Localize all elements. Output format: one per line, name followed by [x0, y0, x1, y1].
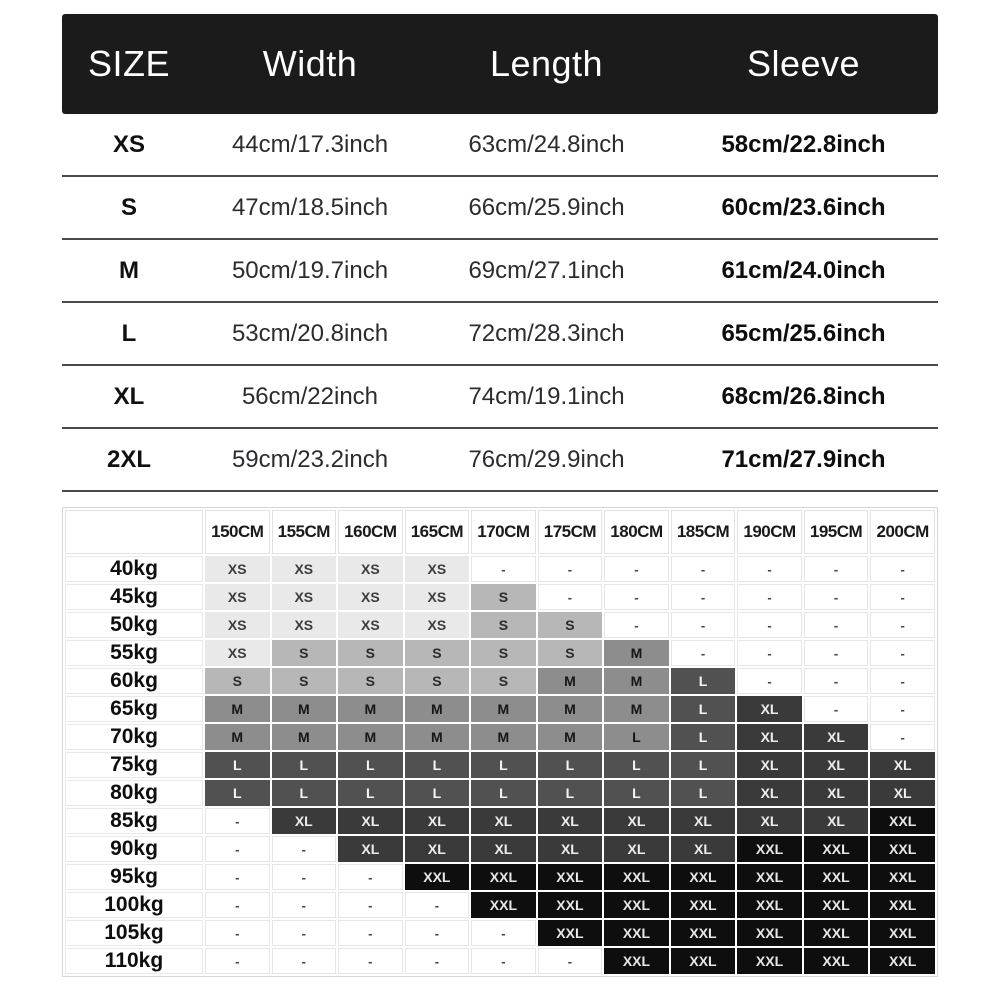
matrix-cell: L: [671, 696, 736, 722]
weight-label: 40kg: [65, 556, 203, 582]
matrix-cell: XL: [804, 780, 869, 806]
matrix-cell: S: [538, 612, 603, 638]
matrix-cell: M: [604, 668, 669, 694]
matrix-cell-empty: -: [737, 668, 802, 694]
matrix-cell: XXL: [471, 864, 536, 890]
matrix-cell-empty: -: [737, 640, 802, 666]
size-cell-size: 2XL: [62, 428, 196, 491]
matrix-cell: XXL: [604, 892, 669, 918]
matrix-cell: XL: [471, 808, 536, 834]
weight-label: 50kg: [65, 612, 203, 638]
matrix-cell: XXL: [870, 948, 935, 974]
matrix-cell: XL: [671, 836, 736, 862]
weight-label: 60kg: [65, 668, 203, 694]
height-header: 180CM: [604, 510, 669, 554]
size-cell-width: 59cm/23.2inch: [196, 428, 424, 491]
matrix-cell: XL: [538, 836, 603, 862]
matrix-cell-empty: -: [604, 556, 669, 582]
matrix-cell: XXL: [604, 864, 669, 890]
matrix-row: [65, 724, 935, 750]
size-cell-sleeve: 71cm/27.9inch: [669, 428, 938, 491]
matrix-cell: M: [205, 724, 270, 750]
matrix-cell-empty: -: [671, 584, 736, 610]
matrix-cell-empty: -: [405, 920, 470, 946]
matrix-cell: S: [338, 640, 403, 666]
matrix-cell: S: [272, 668, 337, 694]
column-header-sleeve: Sleeve: [746, 43, 861, 84]
matrix-cell: L: [538, 780, 603, 806]
matrix-cell: M: [604, 696, 669, 722]
matrix-cell: S: [471, 640, 536, 666]
matrix-cell-empty: -: [870, 668, 935, 694]
matrix-cell-empty: -: [338, 864, 403, 890]
matrix-row: [65, 892, 935, 918]
size-measurement-table: [62, 114, 938, 492]
size-row: [62, 239, 938, 302]
matrix-cell: L: [205, 752, 270, 778]
matrix-cell-empty: -: [405, 948, 470, 974]
matrix-cell: XL: [737, 724, 802, 750]
matrix-cell: L: [338, 780, 403, 806]
matrix-cell: M: [471, 724, 536, 750]
height-header: 160CM: [338, 510, 403, 554]
matrix-row: [65, 948, 935, 974]
matrix-cell: XS: [205, 556, 270, 582]
weight-label: 95kg: [65, 864, 203, 890]
size-cell-width: 56cm/22inch: [196, 365, 424, 428]
height-header: 175CM: [538, 510, 603, 554]
matrix-cell: XXL: [870, 920, 935, 946]
matrix-cell: XXL: [671, 920, 736, 946]
matrix-cell-empty: -: [804, 612, 869, 638]
matrix-cell: M: [538, 696, 603, 722]
matrix-cell: XXL: [471, 892, 536, 918]
matrix-cell: XXL: [804, 864, 869, 890]
matrix-cell: M: [538, 724, 603, 750]
matrix-cell-empty: -: [804, 556, 869, 582]
size-cell-width: 53cm/20.8inch: [196, 302, 424, 365]
matrix-row: [65, 836, 935, 862]
weight-label: 80kg: [65, 780, 203, 806]
size-row: [62, 114, 938, 176]
matrix-cell: L: [471, 780, 536, 806]
matrix-cell-empty: -: [205, 808, 270, 834]
matrix-corner-cell: [65, 510, 203, 554]
size-row: [62, 428, 938, 491]
matrix-cell-empty: -: [737, 612, 802, 638]
matrix-cell: XXL: [737, 836, 802, 862]
matrix-cell-empty: -: [272, 836, 337, 862]
matrix-cell: XXL: [671, 892, 736, 918]
matrix-cell: XS: [272, 584, 337, 610]
size-row: [62, 302, 938, 365]
size-cell-length: 76cm/29.9inch: [424, 428, 669, 491]
height-header: 190CM: [737, 510, 802, 554]
size-cell-length: 74cm/19.1inch: [424, 365, 669, 428]
matrix-cell: XS: [338, 612, 403, 638]
matrix-cell: XXL: [538, 920, 603, 946]
matrix-cell: XL: [405, 836, 470, 862]
matrix-cell: S: [405, 640, 470, 666]
weight-label: 70kg: [65, 724, 203, 750]
matrix-cell-empty: -: [471, 948, 536, 974]
matrix-cell: XXL: [870, 864, 935, 890]
size-cell-sleeve: 68cm/26.8inch: [669, 365, 938, 428]
matrix-cell: XXL: [870, 836, 935, 862]
matrix-cell: M: [338, 724, 403, 750]
matrix-cell-empty: -: [604, 612, 669, 638]
matrix-cell: XL: [405, 808, 470, 834]
matrix-cell-empty: -: [471, 556, 536, 582]
weight-label: 100kg: [65, 892, 203, 918]
matrix-row: [65, 752, 935, 778]
matrix-cell: XS: [272, 556, 337, 582]
matrix-cell: M: [471, 696, 536, 722]
size-cell-length: 72cm/28.3inch: [424, 302, 669, 365]
matrix-cell: XS: [338, 556, 403, 582]
matrix-cell: S: [405, 668, 470, 694]
matrix-cell: XXL: [804, 948, 869, 974]
column-header-length: Length: [489, 43, 604, 84]
matrix-row: [65, 696, 935, 722]
height-header: 185CM: [671, 510, 736, 554]
matrix-cell-empty: -: [405, 892, 470, 918]
size-cell-size: M: [62, 239, 196, 302]
height-weight-matrix: [62, 507, 938, 977]
matrix-cell: XXL: [671, 864, 736, 890]
matrix-cell: L: [671, 752, 736, 778]
matrix-cell: XXL: [737, 864, 802, 890]
matrix-row: [65, 920, 935, 946]
matrix-cell: S: [272, 640, 337, 666]
matrix-cell: M: [604, 640, 669, 666]
matrix-cell: L: [272, 752, 337, 778]
matrix-cell: M: [272, 724, 337, 750]
height-header: 195CM: [804, 510, 869, 554]
matrix-cell: XL: [671, 808, 736, 834]
matrix-cell: XXL: [538, 864, 603, 890]
size-cell-length: 69cm/27.1inch: [424, 239, 669, 302]
matrix-cell: M: [405, 724, 470, 750]
column-header-size: SIZE: [87, 43, 170, 84]
matrix-cell: M: [205, 696, 270, 722]
matrix-cell: XS: [205, 612, 270, 638]
size-cell-size: L: [62, 302, 196, 365]
matrix-cell: XXL: [870, 808, 935, 834]
matrix-cell: XL: [538, 808, 603, 834]
matrix-cell: L: [671, 780, 736, 806]
matrix-cell-empty: -: [538, 584, 603, 610]
matrix-cell: XXL: [405, 864, 470, 890]
matrix-cell: XXL: [804, 836, 869, 862]
size-cell-length: 63cm/24.8inch: [424, 114, 669, 176]
size-cell-width: 50cm/19.7inch: [196, 239, 424, 302]
matrix-cell-empty: -: [604, 584, 669, 610]
matrix-cell-empty: -: [338, 892, 403, 918]
matrix-cell: S: [538, 640, 603, 666]
weight-label: 85kg: [65, 808, 203, 834]
matrix-cell-empty: -: [205, 920, 270, 946]
size-chart-content: [62, 14, 938, 977]
matrix-cell: XL: [804, 808, 869, 834]
matrix-cell-empty: -: [804, 696, 869, 722]
matrix-cell: XS: [405, 556, 470, 582]
matrix-cell: XL: [272, 808, 337, 834]
matrix-cell: L: [538, 752, 603, 778]
matrix-cell-empty: -: [538, 556, 603, 582]
matrix-cell-empty: -: [205, 948, 270, 974]
size-cell-sleeve: 58cm/22.8inch: [669, 114, 938, 176]
weight-label: 90kg: [65, 836, 203, 862]
matrix-row: [65, 556, 935, 582]
matrix-cell-empty: -: [804, 640, 869, 666]
matrix-cell-empty: -: [870, 640, 935, 666]
matrix-cell: XS: [338, 584, 403, 610]
matrix-cell: XL: [338, 808, 403, 834]
matrix-cell: S: [471, 612, 536, 638]
size-cell-width: 44cm/17.3inch: [196, 114, 424, 176]
matrix-cell-empty: -: [205, 836, 270, 862]
matrix-row: [65, 864, 935, 890]
matrix-cell: L: [471, 752, 536, 778]
matrix-cell: XS: [405, 584, 470, 610]
matrix-cell: XL: [338, 836, 403, 862]
matrix-cell: L: [671, 724, 736, 750]
weight-label: 110kg: [65, 948, 203, 974]
matrix-cell: S: [205, 668, 270, 694]
matrix-cell: L: [205, 780, 270, 806]
matrix-cell-empty: -: [205, 864, 270, 890]
height-header: 170CM: [471, 510, 536, 554]
matrix-cell: L: [405, 780, 470, 806]
size-cell-sleeve: 60cm/23.6inch: [669, 176, 938, 239]
matrix-cell-empty: -: [737, 584, 802, 610]
weight-label: 65kg: [65, 696, 203, 722]
column-header-width: Width: [262, 43, 358, 84]
size-cell-size: S: [62, 176, 196, 239]
matrix-cell: XS: [205, 584, 270, 610]
matrix-cell-empty: -: [272, 920, 337, 946]
matrix-header-row: [65, 510, 935, 554]
weight-label: 75kg: [65, 752, 203, 778]
matrix-cell: XL: [870, 780, 935, 806]
matrix-cell: XL: [471, 836, 536, 862]
height-header: 150CM: [205, 510, 270, 554]
matrix-cell: XL: [737, 780, 802, 806]
matrix-cell-empty: -: [870, 612, 935, 638]
matrix-row: [65, 808, 935, 834]
size-row: [62, 176, 938, 239]
matrix-cell: XL: [604, 836, 669, 862]
matrix-cell-empty: -: [804, 584, 869, 610]
matrix-cell: L: [604, 752, 669, 778]
matrix-row: [65, 640, 935, 666]
matrix-cell: L: [338, 752, 403, 778]
matrix-cell-empty: -: [870, 724, 935, 750]
matrix-row: [65, 612, 935, 638]
matrix-cell-empty: -: [804, 668, 869, 694]
matrix-cell-empty: -: [272, 948, 337, 974]
size-table-header-bar: [62, 14, 938, 114]
matrix-cell: XS: [205, 640, 270, 666]
size-cell-sleeve: 61cm/24.0inch: [669, 239, 938, 302]
matrix-row: [65, 780, 935, 806]
matrix-cell: XL: [804, 752, 869, 778]
matrix-cell: S: [471, 584, 536, 610]
matrix-cell: M: [405, 696, 470, 722]
matrix-cell: L: [272, 780, 337, 806]
matrix-cell: XXL: [671, 948, 736, 974]
matrix-cell: XXL: [804, 920, 869, 946]
matrix-cell-empty: -: [671, 612, 736, 638]
matrix-cell-empty: -: [338, 920, 403, 946]
matrix-cell: XS: [272, 612, 337, 638]
matrix-cell: XXL: [538, 892, 603, 918]
matrix-cell: L: [604, 724, 669, 750]
height-header: 200CM: [870, 510, 935, 554]
matrix-cell-empty: -: [538, 948, 603, 974]
matrix-cell-empty: -: [671, 640, 736, 666]
matrix-cell: XXL: [737, 892, 802, 918]
matrix-cell-empty: -: [272, 864, 337, 890]
size-row: [62, 365, 938, 428]
weight-label: 55kg: [65, 640, 203, 666]
matrix-cell-empty: -: [272, 892, 337, 918]
matrix-cell: S: [471, 668, 536, 694]
matrix-cell: S: [338, 668, 403, 694]
matrix-cell: XXL: [604, 920, 669, 946]
matrix-cell: XL: [604, 808, 669, 834]
matrix-cell-empty: -: [870, 556, 935, 582]
height-header: 165CM: [405, 510, 470, 554]
matrix-cell: M: [338, 696, 403, 722]
matrix-cell: XL: [804, 724, 869, 750]
matrix-cell: L: [671, 668, 736, 694]
matrix-row: [65, 668, 935, 694]
size-cell-length: 66cm/25.9inch: [424, 176, 669, 239]
matrix-cell: XXL: [804, 892, 869, 918]
matrix-cell-empty: -: [870, 696, 935, 722]
matrix-cell: XL: [737, 808, 802, 834]
matrix-row: [65, 584, 935, 610]
size-cell-width: 47cm/18.5inch: [196, 176, 424, 239]
matrix-cell: XS: [405, 612, 470, 638]
matrix-cell: XL: [737, 752, 802, 778]
matrix-cell: XXL: [870, 892, 935, 918]
matrix-cell-empty: -: [671, 556, 736, 582]
matrix-cell: XL: [737, 696, 802, 722]
matrix-cell-empty: -: [870, 584, 935, 610]
weight-label: 105kg: [65, 920, 203, 946]
matrix-cell: XXL: [604, 948, 669, 974]
matrix-cell: M: [272, 696, 337, 722]
weight-label: 45kg: [65, 584, 203, 610]
matrix-cell-empty: -: [205, 892, 270, 918]
matrix-cell: L: [405, 752, 470, 778]
matrix-cell-empty: -: [471, 920, 536, 946]
matrix-cell: XXL: [737, 948, 802, 974]
matrix-cell-empty: -: [737, 556, 802, 582]
matrix-cell: XXL: [737, 920, 802, 946]
matrix-cell: M: [538, 668, 603, 694]
matrix-cell: XL: [870, 752, 935, 778]
size-cell-size: XS: [62, 114, 196, 176]
size-cell-size: XL: [62, 365, 196, 428]
matrix-cell: L: [604, 780, 669, 806]
size-cell-sleeve: 65cm/25.6inch: [669, 302, 938, 365]
matrix-cell-empty: -: [338, 948, 403, 974]
height-header: 155CM: [272, 510, 337, 554]
